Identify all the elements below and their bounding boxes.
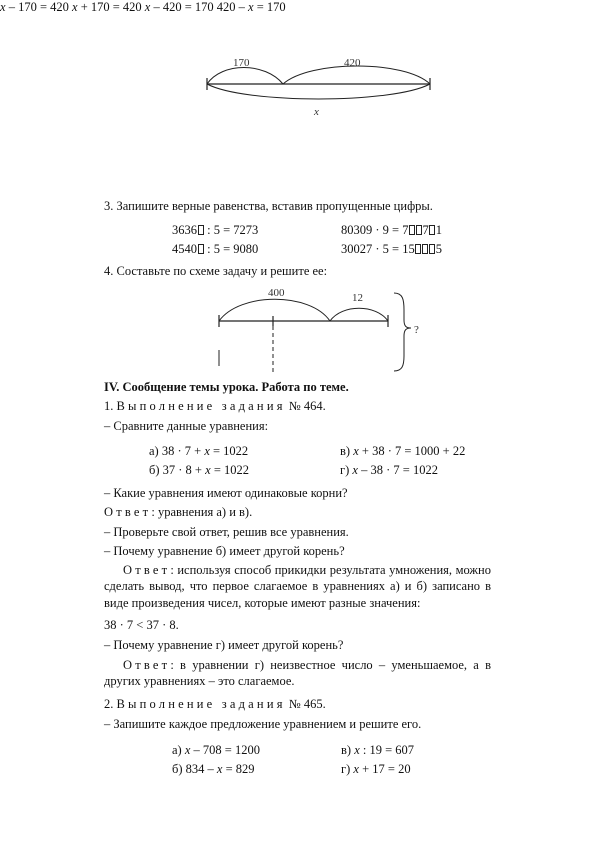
label-170: 170 — [233, 57, 250, 69]
label-question: ? — [414, 324, 419, 336]
missing-digit-box — [198, 225, 204, 235]
question-why-g: – Почему уравнение г) имеет другой корень? — [104, 638, 344, 652]
exercise-464-title: 1. Выполнение задания № 464. — [104, 399, 326, 413]
label-420: 420 — [344, 57, 361, 69]
question-check: – Проверьте свой ответ, решив все уравнения. — [104, 525, 349, 539]
answer-2: Ответ: используя способ прикидки результата умножения, можно сделать вывод, что первое слагаемое в уравнениях а) и б) записано в виде произведения чисел, которые имеют разные значения: — [104, 563, 491, 610]
diagram-task4 — [219, 287, 419, 372]
missing-digit-box — [429, 244, 435, 254]
label-400: 400 — [268, 287, 285, 299]
question-write: – Запишите каждое предложение уравнением и решите его. — [104, 717, 422, 731]
question-same-roots: – Какие уравнения имеют одинаковые корни? — [104, 486, 348, 500]
task3-row2-left: 4540 : 5 = 9080 — [172, 242, 259, 256]
exercise-465-title: 2. Выполнение задания № 465. — [104, 697, 326, 711]
missing-digit-box — [198, 244, 204, 254]
task3-title: 3. Запишите верные равенства, вставив пропущенные цифры. — [104, 199, 433, 213]
section-heading: IV. Сообщение темы урока. Работа по теме. — [104, 380, 349, 394]
task3-row1-right: 80309 · 9 = 7 7 1 — [341, 223, 442, 237]
diagram-segment-sum — [207, 57, 430, 118]
answer-3: Ответ: в уравнении г) неизвестное число – уменьшаемое, а в других уравнениях – это слагаемое. — [104, 658, 491, 689]
missing-digit-box — [429, 225, 435, 235]
equation-465-v: в) x : 19 = 607 — [341, 743, 415, 757]
question-compare: – Сравните данные уравнения: — [104, 419, 269, 433]
inequality: 38 · 7 < 37 · 8. — [104, 618, 179, 632]
missing-digit-box — [422, 244, 428, 254]
label-x: x — [314, 106, 319, 118]
equations-list: x – 170 = 420 x + 170 = 420 x – 420 = 170 420 – x = 170 — [0, 0, 286, 14]
missing-digit-box — [409, 225, 415, 235]
question-why-b: – Почему уравнение б) имеет другой корень? — [104, 544, 345, 558]
task3-row1-left: 3636 : 5 = 7273 — [172, 223, 259, 237]
answer-1: Ответ: уравнения а) и в). — [104, 505, 253, 519]
equation-465-b: б) 834 – x = 829 — [172, 762, 255, 776]
missing-digit-box — [415, 244, 421, 254]
equation-g: г) x – 38 · 7 = 1022 — [340, 463, 438, 477]
equation-465-g: г) x + 17 = 20 — [341, 762, 411, 776]
equation-v: в) x + 38 · 7 = 1000 + 22 — [340, 444, 466, 458]
equation-a: а) 38 · 7 + x = 1022 — [149, 444, 249, 458]
task3-row2-right: 30027 · 5 = 15 5 — [341, 242, 442, 256]
equation-465-a: а) x – 708 = 1200 — [172, 743, 260, 757]
equation-b: б) 37 · 8 + x = 1022 — [149, 463, 249, 477]
label-12: 12 — [352, 292, 363, 304]
task4-title: 4. Составьте по схеме задачу и решите ее: — [104, 264, 328, 278]
